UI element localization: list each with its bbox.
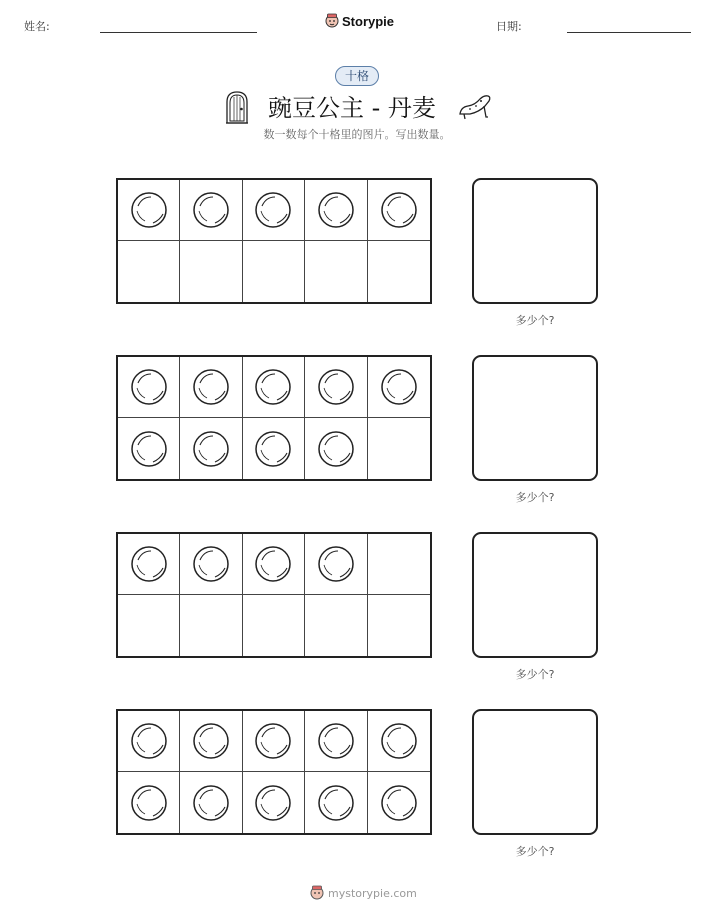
ten-frame-cell xyxy=(243,534,305,595)
instructions: 数一数每个十格里的图片。写出数量。 xyxy=(263,128,451,141)
ten-frame-cell xyxy=(305,418,367,479)
pea-icon xyxy=(379,783,419,823)
page-title: 豌豆公主 - 丹麦 xyxy=(268,94,436,122)
ten-frame-cell xyxy=(180,595,242,656)
pea-icon xyxy=(253,783,293,823)
pea-icon xyxy=(191,783,231,823)
footer xyxy=(310,885,417,901)
ten-frame-cell xyxy=(118,534,180,595)
ten-frame-3 xyxy=(116,532,432,658)
ten-frame-cell xyxy=(180,357,242,418)
ten-frame-cell xyxy=(305,595,367,656)
ten-frame-cell xyxy=(243,418,305,479)
pea-icon xyxy=(191,429,231,469)
answer-prompt-1: 多少个? xyxy=(515,314,555,327)
pea-icon xyxy=(129,367,169,407)
pea-icon xyxy=(253,429,293,469)
ten-frame-cell xyxy=(243,595,305,656)
ten-frame-cell xyxy=(118,711,180,772)
answer-box-3[interactable] xyxy=(472,532,598,658)
ten-frame-cell xyxy=(118,180,180,241)
ten-frame-cell xyxy=(118,595,180,656)
ten-frame-cell xyxy=(243,711,305,772)
ten-frame-1 xyxy=(116,178,432,304)
ten-frame-cell xyxy=(368,772,430,833)
pea-icon xyxy=(191,544,231,584)
pea-icon xyxy=(316,367,356,407)
pea-icon xyxy=(129,544,169,584)
date-line[interactable] xyxy=(567,32,691,33)
pea-icon xyxy=(316,721,356,761)
ten-frame-cell xyxy=(180,418,242,479)
ten-frame-cell xyxy=(368,180,430,241)
pea-icon xyxy=(379,190,419,230)
pea-icon xyxy=(129,721,169,761)
door-icon xyxy=(225,90,249,124)
answer-box-1[interactable] xyxy=(472,178,598,304)
ten-frame-cell xyxy=(305,772,367,833)
ten-frame-cell xyxy=(305,241,367,302)
ten-frame-cell xyxy=(180,241,242,302)
pea-icon xyxy=(253,544,293,584)
answer-box-2[interactable] xyxy=(472,355,598,481)
ten-frame-cell xyxy=(243,357,305,418)
footer-url: mystorypie.com xyxy=(328,886,417,900)
answer-box-4[interactable] xyxy=(472,709,598,835)
pea-icon xyxy=(129,190,169,230)
pea-icon xyxy=(316,190,356,230)
pea-icon xyxy=(253,367,293,407)
brand-name: Storypie xyxy=(342,13,395,29)
name-label: 姓名: xyxy=(24,20,50,33)
ten-frame-cell xyxy=(243,241,305,302)
ten-frame-cell xyxy=(243,180,305,241)
pea-icon xyxy=(379,367,419,407)
ten-frame-cell xyxy=(305,180,367,241)
ten-frame-2 xyxy=(116,355,432,481)
ten-frame-cell xyxy=(118,357,180,418)
pea-icon xyxy=(316,544,356,584)
ten-frame-cell xyxy=(368,534,430,595)
ten-frame-cell xyxy=(305,711,367,772)
ten-frame-cell xyxy=(118,418,180,479)
worksheet-type-badge: 十格 xyxy=(335,66,379,86)
pea-icon xyxy=(253,721,293,761)
name-line[interactable] xyxy=(100,32,257,33)
pea-icon xyxy=(253,190,293,230)
pea-icon xyxy=(129,783,169,823)
ten-frame-cell xyxy=(180,711,242,772)
ten-frame-cell xyxy=(305,534,367,595)
ten-frame-4 xyxy=(116,709,432,835)
ten-frame-cell xyxy=(180,534,242,595)
pea-icon xyxy=(191,190,231,230)
answer-prompt-4: 多少个? xyxy=(515,845,555,858)
storypie-logo-icon xyxy=(325,13,339,29)
brand-logo xyxy=(325,13,394,29)
ten-frame-cell xyxy=(180,180,242,241)
ten-frame-cell xyxy=(243,772,305,833)
ten-frame-cell xyxy=(118,772,180,833)
pea-icon xyxy=(316,783,356,823)
ten-frame-cell xyxy=(118,241,180,302)
pea-icon xyxy=(129,429,169,469)
ten-frame-cell xyxy=(368,241,430,302)
ten-frame-cell xyxy=(305,357,367,418)
ten-frame-cell xyxy=(368,595,430,656)
pea-icon xyxy=(191,367,231,407)
pea-icon xyxy=(191,721,231,761)
ten-frame-cell xyxy=(368,418,430,479)
shoe-icon xyxy=(458,92,492,122)
ten-frame-cell xyxy=(368,711,430,772)
ten-frame-cell xyxy=(180,772,242,833)
pea-icon xyxy=(316,429,356,469)
answer-prompt-3: 多少个? xyxy=(515,668,555,681)
storypie-logo-icon xyxy=(310,885,324,901)
date-label: 日期: xyxy=(496,20,522,33)
answer-prompt-2: 多少个? xyxy=(515,491,555,504)
pea-icon xyxy=(379,721,419,761)
ten-frame-cell xyxy=(368,357,430,418)
